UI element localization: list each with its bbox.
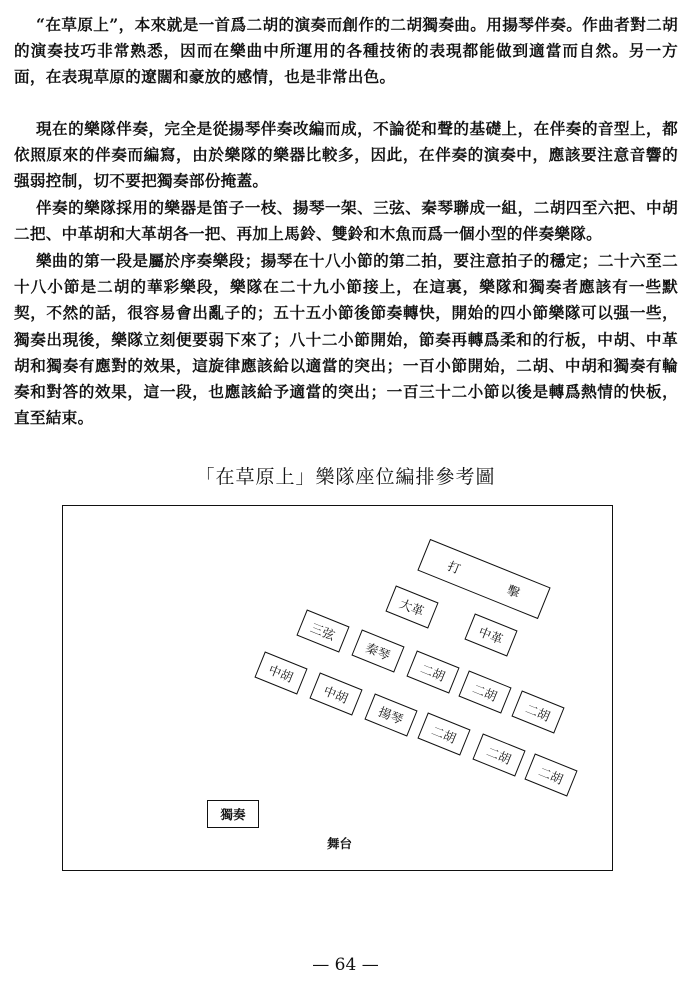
seat-da-ge-label: 大革 — [397, 595, 427, 620]
seat-qinqin-label: 秦琴 — [363, 639, 393, 664]
page-number: — 64 — — [312, 955, 379, 975]
seat-erhu-a1 — [406, 650, 459, 693]
seat-sanxian — [296, 609, 349, 652]
seat-erhu-a1-label: 二胡 — [418, 660, 448, 685]
seat-erhu-a3-label: 二胡 — [523, 700, 553, 725]
seat-erhu-b1-label: 二胡 — [429, 722, 459, 747]
seat-zhonghu-2 — [309, 672, 362, 715]
seat-percussion — [417, 539, 550, 619]
seat-da-ge — [385, 585, 438, 628]
seat-zhonghu-2-label: 中胡 — [321, 682, 351, 707]
seat-yangqin-label: 揚琴 — [376, 703, 406, 728]
stage-label: 舞台 — [327, 836, 353, 851]
seat-erhu-b3-label: 二胡 — [536, 763, 566, 788]
seat-percussion-label-1: 打 — [445, 558, 463, 577]
seat-erhu-b2-label: 二胡 — [484, 743, 514, 768]
seat-erhu-b2 — [472, 733, 525, 776]
seat-zhong-ge-label: 中革 — [476, 623, 506, 648]
paragraph-4: 樂曲的第一段是屬於序奏樂段；揚琴在十八小節的第二拍，要注意拍子的穩定；二十六至二十八小節是二胡的華彩樂段，樂隊在二十九小節接上，在這裏，樂隊和獨奏者應該有一些默契，不然的話，很容易會出亂子的；五十五小節後節奏轉快，開始的四小節樂隊可以强一些，獨奏出現後，樂隊立刻便要弱下來了；八十二小節開始，節奏再轉爲柔和的行板，中胡、中革胡和獨奏有應對的效果，這旋律應該給以適當的突出；一百小節開始，二胡、中胡和獨奏有輪奏和對答的效果，這一段，也應該給予適當的突出；一百三十二小節以後是轉爲熱情的快板，直至結束。 — [14, 251, 678, 428]
seat-erhu-b3 — [524, 753, 577, 796]
figure-title: 「在草原上」樂隊座位編排參考圖 — [195, 466, 496, 488]
seat-erhu-b1 — [417, 712, 470, 755]
seat-yangqin — [364, 693, 417, 736]
seat-solo — [207, 800, 259, 828]
seat-qinqin — [351, 629, 404, 672]
seat-sanxian-label: 三弦 — [308, 619, 338, 644]
seating-diagram — [62, 505, 613, 871]
seat-erhu-a2-label: 二胡 — [470, 680, 500, 705]
seat-percussion-label-2: 擊 — [504, 582, 523, 601]
seat-zhong-ge — [464, 613, 517, 656]
paragraph-3: 伴奏的樂隊採用的樂器是笛子一枝、揚琴一架、三弦、秦琴聯成一組，二胡四至六把、中胡二把、中革胡和大革胡各一把、再加上馬鈴、雙鈴和木魚而爲一個小型的伴奏樂隊。 — [14, 198, 678, 244]
seat-zhonghu-1 — [254, 651, 307, 694]
seat-erhu-a2 — [458, 670, 511, 713]
seat-zhonghu-1-label: 中胡 — [266, 661, 296, 686]
paragraph-2: 現在的樂隊伴奏，完全是從揚琴伴奏改編而成，不論從和聲的基礎上，在伴奏的音型上，都依照原來的伴奏而編寫，由於樂隊的樂器比較多，因此，在伴奏的演奏中，應該要注意音響的强弱控制，切不要把獨奏部份掩蓋。 — [14, 119, 678, 191]
paragraph-1: “在草原上”，本來就是一首爲二胡的演奏而創作的二胡獨奏曲。用揚琴伴奏。作曲者對二胡的演奏技巧非常熟悉，因而在樂曲中所運用的各種技術的表現都能做到適當而自然。另一方面，在表現草原的遼闊和豪放的感情，也是非常出色。 — [14, 15, 678, 87]
seat-erhu-a3 — [511, 690, 564, 733]
seat-solo-label: 獨奏 — [220, 807, 246, 822]
